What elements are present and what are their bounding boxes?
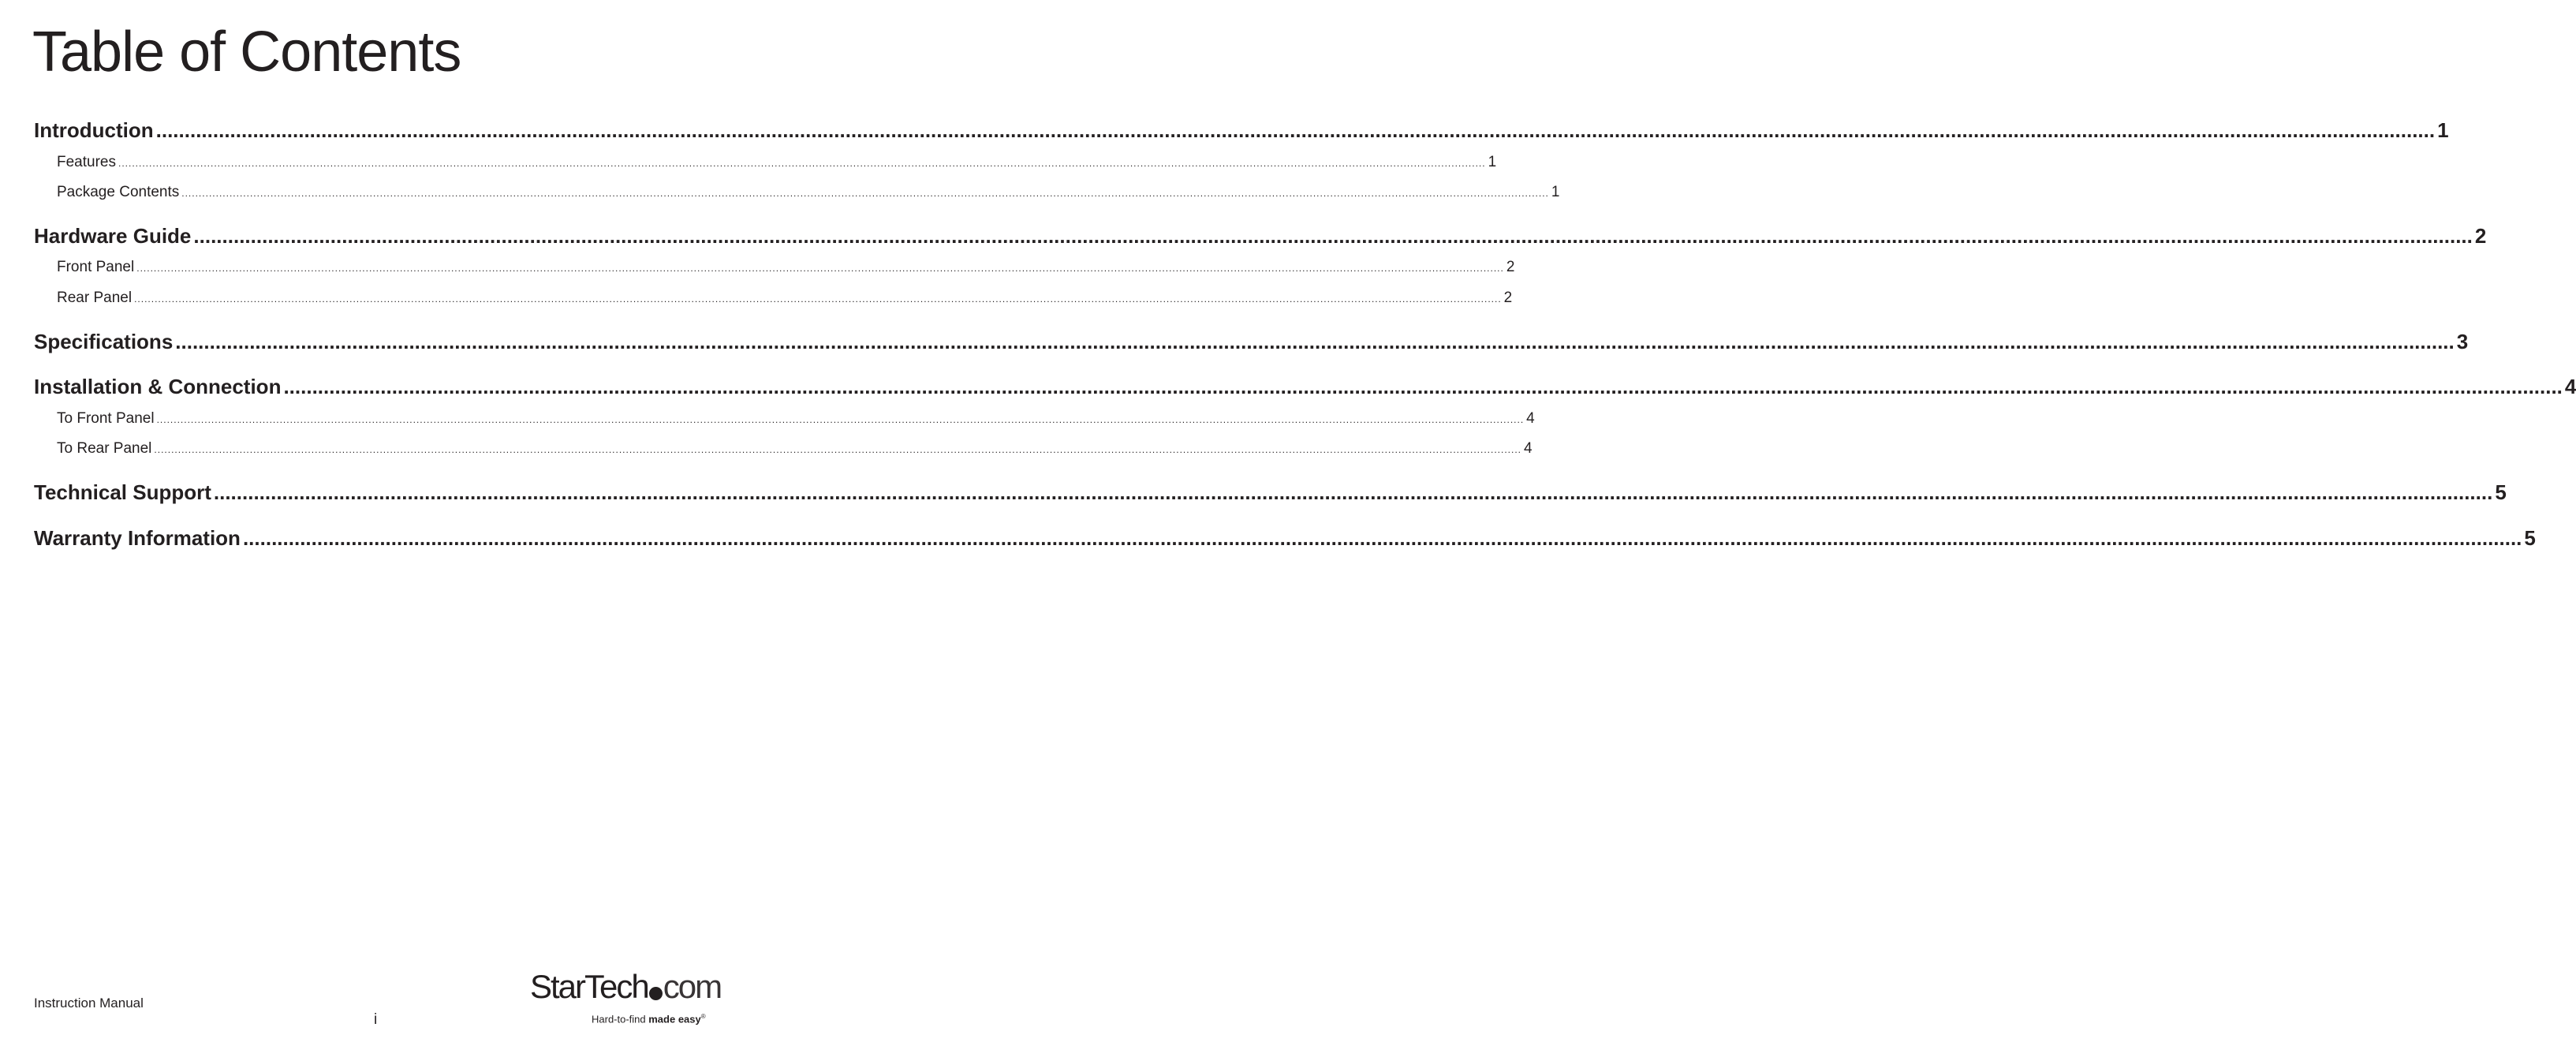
toc-entry-introduction[interactable] [34, 118, 2449, 143]
toc-entry-page: 3 [2456, 330, 2469, 353]
toc-entry-page: 1 [1551, 184, 1560, 200]
logo-brand-tld: com [663, 968, 722, 1005]
logo-dot-icon [649, 987, 663, 1000]
page-number: i [374, 1011, 378, 1028]
toc-entry-page: 1 [2437, 118, 2449, 142]
toc-entry-to-rear-panel[interactable] [34, 440, 1533, 458]
toc-entry-label: Rear Panel [57, 290, 133, 306]
dot-leader: ................................................................................................................................................................................................................................................................................................................................................................................................................ [175, 330, 2455, 353]
toc-entry-package-contents[interactable] [34, 184, 1560, 201]
toc-entry-specifications[interactable] [34, 330, 2469, 354]
dot-leader: ................................................................................................................................................................................................................................................................................................................................................................................................................ [181, 188, 1549, 199]
dot-leader: ................................................................................................................................................................................................................................................................................................................................................................................................................ [242, 526, 2522, 550]
registered-mark: ® [700, 1013, 706, 1020]
logo-brand-name: StarTech [530, 968, 648, 1005]
toc-entry-page: 5 [2495, 480, 2507, 504]
logo-tagline-bold: made easy [648, 1013, 701, 1026]
toc-entry-page: 5 [2524, 526, 2536, 550]
dot-leader: ................................................................................................................................................................................................................................................................................................................................................................................................................ [154, 444, 1521, 455]
toc-entry-label: Installation & Connection [34, 375, 282, 398]
dot-leader: ................................................................................................................................................................................................................................................................................................................................................................................................................ [213, 480, 2493, 504]
logo-wordmark [530, 970, 721, 1003]
toc-entry-rear-panel[interactable] [34, 290, 1513, 307]
toc-entry-to-front-panel[interactable] [34, 410, 1535, 428]
toc-entry-label: Warranty Information [34, 526, 241, 550]
toc-entry-label: To Front Panel [57, 410, 155, 427]
toc-entry-page: 4 [2564, 375, 2576, 398]
toc-entry-label: Technical Support [34, 480, 211, 504]
toc-entry-page: 2 [1503, 290, 1513, 306]
toc-entry-label: Package Contents [57, 184, 180, 200]
logo-tagline [592, 1013, 706, 1025]
footer-document-label: Instruction Manual [34, 996, 144, 1011]
toc-entry-technical-support[interactable] [34, 480, 2507, 505]
toc-entry-label: Front Panel [57, 259, 135, 275]
dot-leader: ................................................................................................................................................................................................................................................................................................................................................................................................................ [134, 293, 1502, 304]
logo-tagline-regular: Hard-to-find [592, 1013, 649, 1026]
toc-entry-page: 1 [1488, 154, 1497, 170]
toc-entry-features[interactable] [34, 154, 1497, 171]
startech-logo [528, 970, 722, 1029]
toc-entry-warranty-information[interactable] [34, 526, 2536, 551]
dot-leader: ................................................................................................................................................................................................................................................................................................................................................................................................................ [283, 375, 2563, 398]
toc-entry-page: 4 [1526, 410, 1535, 427]
toc-entry-page: 4 [1524, 440, 1533, 457]
toc-entry-label: Hardware Guide [34, 224, 192, 248]
toc-entry-installation-connection[interactable] [34, 375, 2576, 399]
dot-leader: ................................................................................................................................................................................................................................................................................................................................................................................................................ [155, 118, 2436, 142]
dot-leader: ................................................................................................................................................................................................................................................................................................................................................................................................................ [156, 414, 1525, 425]
toc-entry-label: Specifications [34, 330, 174, 353]
toc-entry-hardware-guide[interactable] [34, 224, 2487, 248]
toc-entry-label: Features [57, 154, 116, 170]
page-title: Table of Contents [32, 21, 461, 84]
toc-entry-page: 2 [2474, 224, 2487, 248]
dot-leader: ................................................................................................................................................................................................................................................................................................................................................................................................................ [193, 224, 2473, 248]
dot-leader: ................................................................................................................................................................................................................................................................................................................................................................................................................ [118, 158, 1486, 169]
dot-leader: ................................................................................................................................................................................................................................................................................................................................................................................................................ [136, 263, 1504, 274]
toc-entry-page: 2 [1506, 259, 1515, 275]
toc-entry-label: Introduction [34, 118, 154, 142]
toc-entry-label: To Rear Panel [57, 440, 152, 457]
toc-entry-front-panel[interactable] [34, 259, 1515, 276]
